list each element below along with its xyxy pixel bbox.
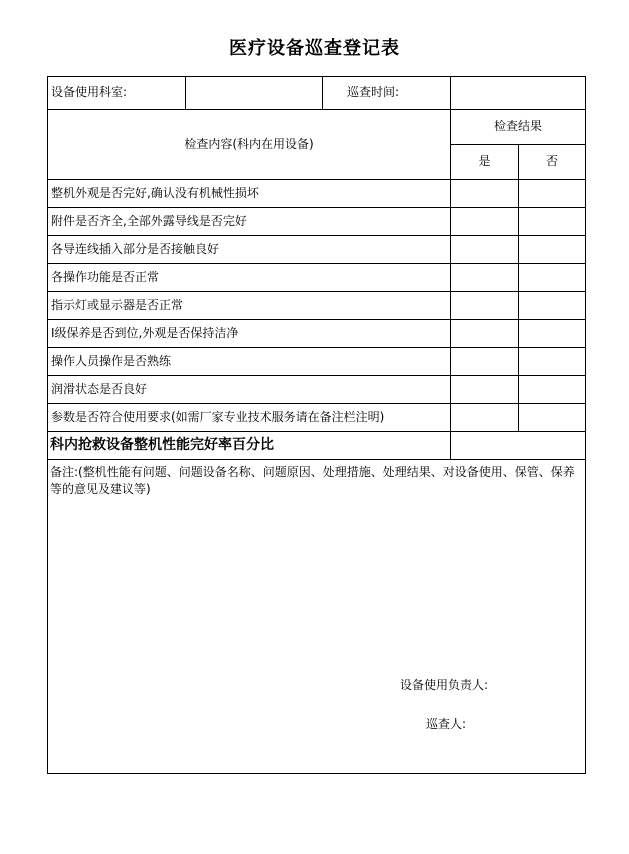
form-title: 医疗设备巡查登记表 (229, 38, 400, 59)
content-header: 检查内容(科内在用设备) (48, 110, 451, 180)
check-item-label: 操作人员操作是否熟练 (48, 348, 451, 376)
check-item-row (48, 376, 586, 404)
inspection-form-table (47, 76, 586, 774)
yes-header: 是 (451, 145, 519, 180)
no-cell[interactable] (519, 292, 586, 320)
no-cell[interactable] (519, 376, 586, 404)
yes-cell[interactable] (451, 264, 519, 292)
check-item-label: 各操作功能是否正常 (48, 264, 451, 292)
department-label: 设备使用科室: (48, 77, 186, 110)
no-cell[interactable] (519, 236, 586, 264)
department-input[interactable] (186, 77, 323, 110)
yes-cell[interactable] (451, 320, 519, 348)
no-header: 否 (519, 145, 586, 180)
no-cell[interactable] (519, 180, 586, 208)
check-item-row (48, 236, 586, 264)
notes-area[interactable] (48, 460, 586, 774)
header-row (48, 77, 586, 110)
check-item-row (48, 208, 586, 236)
rate-input[interactable] (451, 432, 586, 460)
check-item-label: 附件是否齐全,全部外露导线是否完好 (48, 208, 451, 236)
check-item-row (48, 348, 586, 376)
result-header: 检查结果 (451, 110, 586, 145)
check-item-label: I级保养是否到位,外观是否保持洁净 (48, 320, 451, 348)
inspection-time-label: 巡查时间: (323, 77, 451, 110)
yes-cell[interactable] (451, 376, 519, 404)
no-cell[interactable] (519, 264, 586, 292)
no-cell[interactable] (519, 320, 586, 348)
check-item-row (48, 264, 586, 292)
yes-cell[interactable] (451, 208, 519, 236)
check-item-row (48, 180, 586, 208)
notes-text: 备注:(整机性能有问题、问题设备名称、问题原因、处理措施、处理结果、对设备使用、保管、保养等的意见及建议等) (50, 465, 575, 496)
notes-row (48, 460, 586, 774)
rate-row (48, 432, 586, 460)
check-item-row (48, 292, 586, 320)
inspection-time-input[interactable] (451, 77, 586, 110)
no-cell[interactable] (519, 404, 586, 432)
yes-cell[interactable] (451, 292, 519, 320)
check-item-label: 润滑状态是否良好 (48, 376, 451, 404)
no-cell[interactable] (519, 348, 586, 376)
yes-cell[interactable] (451, 236, 519, 264)
responsible-signature-label: 设备使用负责人: (400, 678, 489, 692)
check-item-row (48, 320, 586, 348)
check-item-label: 各导连线插入部分是否接触良好 (48, 236, 451, 264)
inspector-signature-label: 巡查人: (426, 717, 467, 731)
yes-cell[interactable] (451, 180, 519, 208)
no-cell[interactable] (519, 208, 586, 236)
check-item-label: 指示灯或显示器是否正常 (48, 292, 451, 320)
check-item-row (48, 404, 586, 432)
check-item-label: 参数是否符合使用要求(如需厂家专业技术服务请在备注栏注明) (48, 404, 451, 432)
yes-cell[interactable] (451, 404, 519, 432)
check-item-label: 整机外观是否完好,确认没有机械性损坏 (48, 180, 451, 208)
yes-cell[interactable] (451, 348, 519, 376)
rate-label: 科内抢救设备整机性能完好率百分比 (48, 432, 451, 460)
